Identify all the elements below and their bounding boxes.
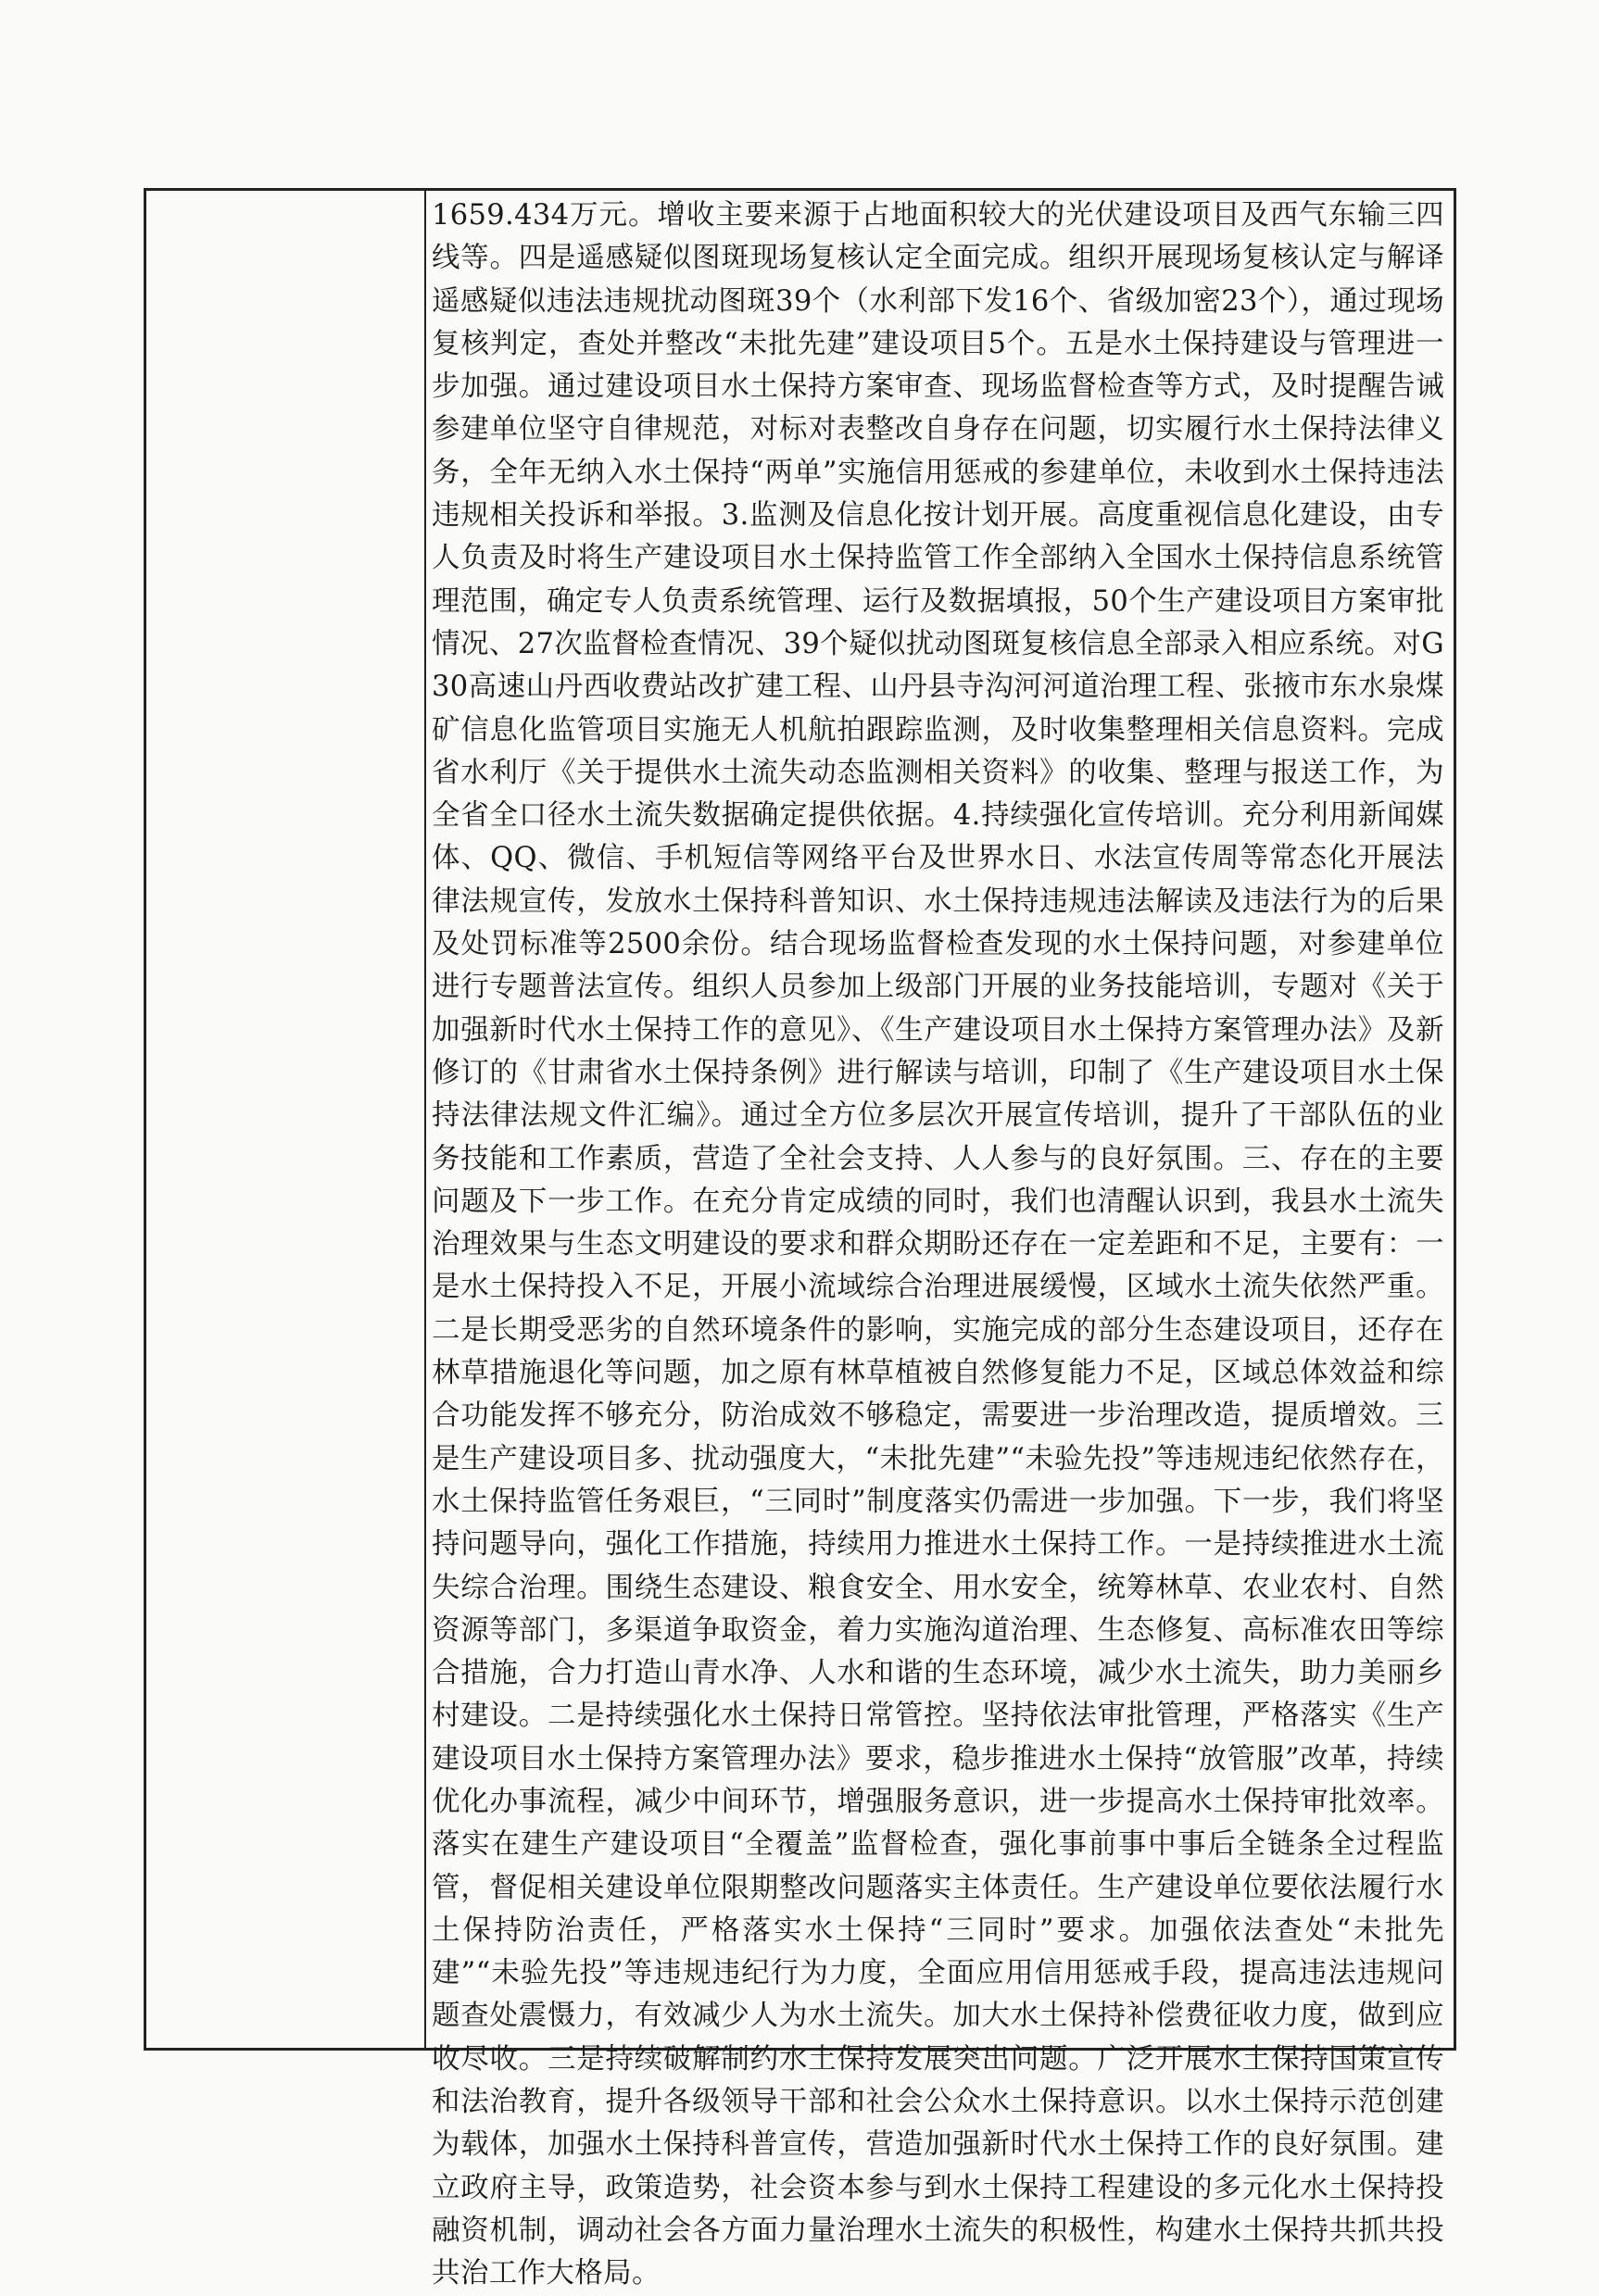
column-divider <box>424 191 426 2048</box>
content-cell <box>432 194 1444 2290</box>
label-cell <box>146 191 424 2048</box>
body-paragraph: 1659.434万元。增收主要来源于占地面积较大的光伏建设项目及西气东输三四线等。四是遥感疑似图斑现场复核认定全面完成。组织开展现场复核认定与解译遥感疑似违法违规扰动图斑39个（水利部下发16个、省级加密23个），通过现场复核判定，查处并整改“未批先建”建设项目5个。五是水土保持建设与管理进一步加强。通过建设项目水土保持方案审查、现场监督检查等方式，及时提醒告诫参建单位坚守自律规范，对标对表整改自身存在问题，切实履行水土保持法律义务，全年无纳入水土保持“两单”实施信用惩戒的参建单位，未收到水土保持违法违规相关投诉和举报。3.监测及信息化按计划开展。高度重视信息化建设，由专人负责及时将生产建设项目水土保持监管工作全部纳入全国水土保持信息系统管理范围，确定专人负责系统管理、运行及数据填报，50个生产建设项目方案审批情况、27次监督检查情况、39个疑似扰动图斑复核信息全部录入相应系统。对G30高速山丹西收费站改扩建工程、山丹县寺沟河河道治理工程、张掖市东水泉煤矿信息化监管项目实施无人机航拍跟踪监测，及时收集整理相关信息资料。完成省水利厅《关于提供水土流失动态监测相关资料》的收集、整理与报送工作，为全省全口径水土流失数据确定提供依据。4.持续强化宣传培训。充分利用新闻媒体、QQ、微信、手机短信等网络平台及世界水日、水法宣传周等常态化开展法律法规宣传，发放水土保持科普知识、水土保持违规违法解读及违法行为的后果及处罚标准等2500余份。结合现场监督检查发现的水土保持问题，对参建单位进行专题普法宣传。组织人员参加上级部门开展的业务技能培训，专题对《关于加强新时代水土保持工作的意见》、《生产建设项目水土保持方案管理办法》及新修订的《甘肃省水土保持条例》进行解读与培训，印制了《生产建设项目水土保持法律法规文件汇编》。通过全方位多层次开展宣传培训，提升了干部队伍的业务技能和工作素质，营造了全社会支持、人人参与的良好氛围。三、存在的主要问题及下一步工作。在充分肯定成绩的同时，我们也清醒认识到，我县水土流失治理效果与生态文明建设的要求和群众期盼还存在一定差距和不足，主要有：一是水土保持投入不足，开展小流域综合治理进展缓慢，区域水土流失依然严重。二是长期受恶劣的自然环境条件的影响，实施完成的部分生态建设项目，还存在林草措施退化等问题，加之原有林草植被自然修复能力不足，区域总体效益和综合功能发挥不够充分，防治成效不够稳定，需要进一步治理改造，提质增效。三是生产建设项目多、扰动强度大，“未批先建”“未验先投”等违规违纪依然存在，水土保持监管任务艰巨，“三同时”制度落实仍需进一步加强。下一步，我们将坚持问题导向，强化工作措施，持续用力推进水土保持工作。一是持续推进水土流失综合治理。围绕生态建设、粮食安全、用水安全，统筹林草、农业农村、自然资源等部门，多渠道争取资金，着力实施沟道治理、生态修复、高标准农田等综合措施，合力打造山青水净、人水和谐的生态环境，减少水土流失，助力美丽乡村建设。二是持续强化水土保持日常管控。坚持依法审批管理，严格落实《生产建设项目水土保持方案管理办法》要求，稳步推进水土保持“放管服”改革，持续优化办事流程，减少中间环节，增强服务意识，进一步提高水土保持审批效率。落实在建生产建设项目“全覆盖”监督检查，强化事前事中事后全链条全过程监管，督促相关建设单位限期整改问题落实主体责任。生产建设单位要依法履行水土保持防治责任，严格落实水土保持“三同时”要求。加强依法查处“未批先建”“未验先投”等违规违纪行为力度，全面应用信用惩戒手段，提高违法违规问题查处震慑力，有效减少人为水土流失。加大水土保持补偿费征收力度，做到应收尽收。三是持续破解制约水土保持发展突出问题。广泛开展水土保持国策宣传和法治教育，提升各级领导干部和社会公众水土保持意识。以水土保持示范创建为载体，加强水土保持科普宣传，营造加强新时代水土保持工作的良好氛围。建立政府主导，政策造势，社会资本参与到水土保持工程建设的多元化水土保持投融资机制，调动社会各方面力量治理水土流失的积极性，构建水土保持共抓共投共治工作大格局。 <box>432 199 1444 2290</box>
document-table <box>144 188 1456 2290</box>
